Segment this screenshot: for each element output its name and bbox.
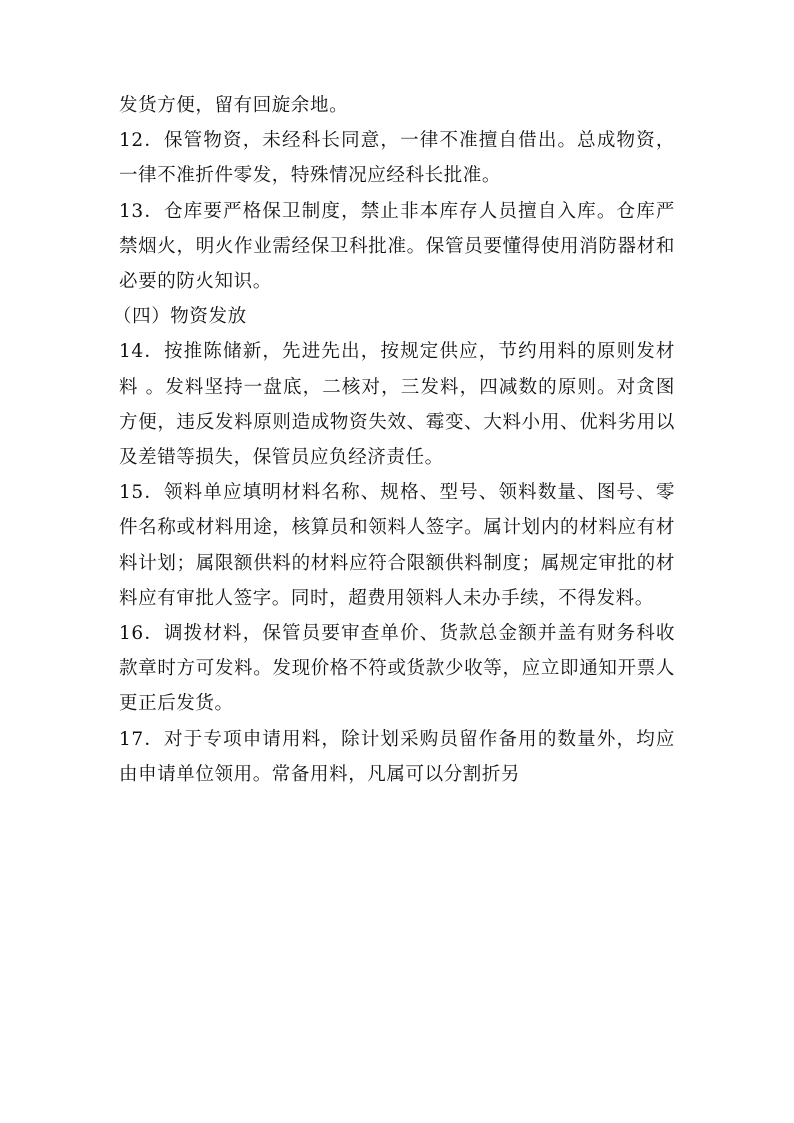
paragraph-item-14: 14．按推陈储新，先进先出，按规定供应，节约用料的原则发材料 。发料坚持一盘底，二核对，三发料，四减数的原则。对贪图方便，违反发料原则造成物资失效、霉变、大料小用、优料劣用以及差错等损失，保管员应负经济责任。 <box>119 341 675 469</box>
paragraph-item-13: 13．仓库要严格保卫制度，禁止非本库存人员擅自入库。仓库严禁烟火，明火作业需经保卫科批准。保管员要懂得使用消防器材和必要的防火知识。 <box>119 200 675 293</box>
paragraph-item-16: 16．调拨材料，保管员要审查单价、货款总金额并盖有财务科收款章时方可发料。发现价格不符或货款少收等，应立即通知开票人更正后发货。 <box>119 623 675 715</box>
document-body <box>113 88 675 792</box>
paragraph-item-12: 12．保管物资，未经科长同意，一律不准擅自借出。总成物资，一律不准折件零发，特殊情况应经科长批准。 <box>119 130 675 187</box>
section-heading-material-issue: （四）物资发放 <box>113 306 247 328</box>
paragraph-continuation: 发货方便，留有回旋余地。 <box>119 95 349 116</box>
paragraph-item-17: 17．对于专项申请用料，除计划采购员留作备用的数量外，均应由申请单位领用。常备用料，凡属可以分割折另 <box>119 728 675 785</box>
paragraph-item-15: 15．领料单应填明材料名称、规格、型号、领料数量、图号、零件名称或材料用途，核算员和领料人签字。属计划内的材料应有材料计划；属限额供料的材料应符合限额供料制度；属规定审批的材料应有审批人签字。同时，超费用领料人未办手续，不得发料。 <box>119 482 675 609</box>
